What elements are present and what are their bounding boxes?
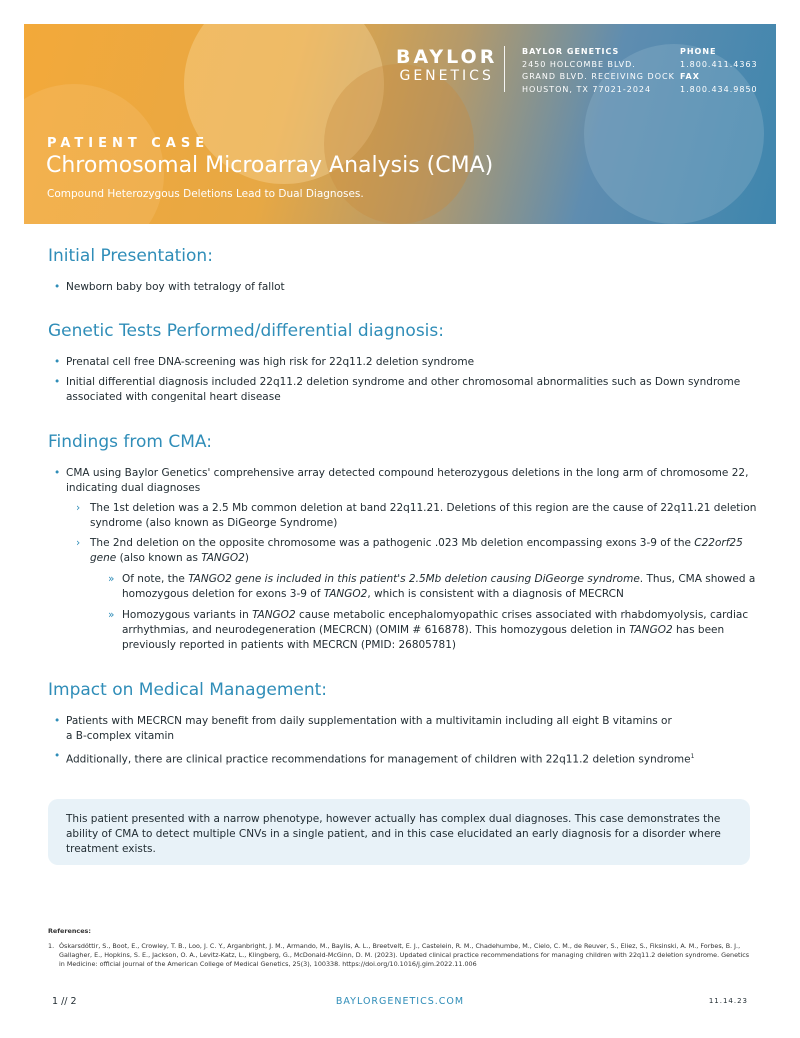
section-heading-findings: Findings from CMA:: [48, 432, 212, 452]
fax-number: 1.800.434.9850: [680, 84, 758, 94]
impact-list: [48, 714, 758, 768]
gene-name: C22orf25 gene: [90, 537, 743, 564]
list-item: [48, 375, 758, 405]
text-run: Homozygous variants in: [122, 609, 253, 621]
header-divider: [504, 46, 505, 92]
callout-text: This patient presented with a narrow phenotype, however actually has complex dual diagnoses. This case demonstrates the ability of CMA to detect multiple CNVs in a single patient, and in this case elucidated an early diagnosis for a disorder where treatment exists.: [66, 813, 721, 855]
gene-name: TANGO2: [201, 552, 245, 564]
section-heading-tests: Genetic Tests Performed/differential diagnosis:: [48, 321, 444, 341]
text-run: , which is consistent with a diagnosis of MECRCN: [367, 588, 624, 600]
list-item-text: Prenatal cell free DNA-screening was high risk for 22q11.2 deletion syndrome: [66, 356, 475, 368]
phone-number: 1.800.411.4363: [680, 59, 758, 69]
fax-label: FAX: [680, 72, 700, 81]
text-run: has been previously reported in patients with MECRCN (PMID: 26805781): [122, 624, 725, 651]
list-item-text: The 1st deletion was a 2.5 Mb common deletion at band 22q11.21. Deletions of this region are the cause of 22q11.21 deletion syndrome (also known as DiGeorge Syndrome): [90, 502, 757, 529]
text-run: . Thus, CMA showed a homozygous deletion for exons 3-9 of: [122, 573, 756, 600]
list-item: [48, 280, 758, 295]
gene-name: TANGO2: [629, 624, 673, 636]
reference-text: Óskarsdóttir, S., Boot, E., Crowley, T. B., Loo, J. C. Y., Arganbright, J. M., Armando, M., Baylis, A. L., Breetvelt, E. J., Castelein, R. M., Chadehumbe, M., Cielo, C. M., de Reuver, S., Eliez, S., Fiksinski, A. M., Forbes, B. J., Gallagher, E., Hopkins, S. E., Jackson, O. A., Levitz-Katz, L., Klingberg, G., McDonald-McGinn, D. M. (2023). Updated clinical practice recommendations for managing children with 22q11.2 deletion syndrome. Genetics in Medicine: official journal of the American College of Medical Genetics, 25(3), 100338. https://doi.org/10.1016/j.gim.2022.11.006: [59, 942, 750, 968]
references: [48, 927, 753, 969]
footer-date: 11.14.23: [708, 997, 748, 1005]
list-item: [66, 501, 758, 531]
text-run: (also known as: [116, 552, 202, 564]
phone-label: PHONE: [680, 47, 717, 56]
text-run: cause metabolic encephalomyopathic crises associated with rhabdomyolysis, cardiac arrhythmias, and neurodegeneration (MECRCN) (OMIM # 616878). This homozygous deletion in: [122, 609, 749, 636]
contact-block: [680, 46, 758, 96]
footnote-marker: 1: [690, 753, 695, 760]
reference-item: [48, 942, 753, 969]
text-run: ): [244, 552, 249, 564]
gene-name: TANGO2: [252, 609, 296, 621]
brand-line1: BAYLOR: [396, 46, 498, 68]
address-heading: BAYLOR GENETICS: [522, 47, 620, 56]
kicker-label: PATIENT CASE: [47, 136, 210, 151]
list-item-text: a B-complex vitamin: [66, 730, 175, 742]
list-item: [90, 608, 758, 653]
address-line2: GRAND BLVD. RECEIVING DOCK: [522, 72, 675, 81]
findings-subsublist: [90, 572, 758, 653]
page-number: 1 // 2: [52, 996, 77, 1007]
list-item: [48, 355, 758, 370]
section-heading-initial: Initial Presentation:: [48, 246, 213, 266]
tests-list: [48, 355, 758, 405]
italic-run: TANGO2 gene is included in this patient's 2.5Mb deletion causing DiGeorge syndrome: [188, 573, 640, 585]
brand-logo: [396, 46, 497, 84]
list-item-text: CMA using Baylor Genetics' comprehensive array detected compound heterozygous deletions in the long arm of chromosome 22, indicating dual diagnoses: [66, 467, 749, 494]
banner-photo-shape: [324, 64, 474, 224]
text-run: Of note, the: [122, 573, 189, 585]
main-content: [48, 246, 758, 773]
list-item-text: Additionally, there are clinical practice recommendations for management of children with 22q11.2 deletion syndrome: [66, 753, 691, 766]
page-title: Chromosomal Microarray Analysis (CMA): [46, 153, 494, 178]
gene-name: TANGO2: [323, 588, 368, 600]
list-item-text: Initial differential diagnosis included 22q11.2 deletion syndrome and other chromosomal abnormalities such as Down syndrome associated with congenital heart disease: [66, 376, 741, 403]
findings-list: [48, 466, 758, 653]
list-item: [66, 536, 758, 653]
address-block: [522, 46, 675, 96]
list-item: [48, 749, 758, 768]
list-item: [90, 572, 758, 602]
initial-list: [48, 280, 758, 295]
summary-callout: [48, 799, 750, 865]
text-run: The 2nd deletion on the opposite chromosome was a pathogenic .023 Mb deletion encompassing exons 3-9 of the: [90, 537, 695, 549]
list-item: [48, 466, 758, 653]
list-item-text: Patients with MECRCN may benefit from daily supplementation with a multivitamin including all eight B vitamins or: [66, 715, 672, 727]
section-heading-impact: Impact on Medical Management:: [48, 680, 328, 700]
address-line3: HOUSTON, TX 77021-2024: [522, 84, 652, 94]
list-item: [48, 714, 758, 744]
findings-sublist: [66, 501, 758, 653]
reference-number: 1.: [48, 942, 55, 950]
page-subtitle: Compound Heterozygous Deletions Lead to Dual Diagnoses.: [47, 188, 364, 200]
address-line1: 2450 HOLCOMBE BLVD.: [522, 59, 636, 69]
list-item-text: Newborn baby boy with tetralogy of fallot: [66, 281, 285, 293]
footer-url-link[interactable]: BAYLORGENETICS.COM: [335, 996, 465, 1007]
references-heading: References:: [48, 927, 91, 935]
footer-website: [0, 996, 800, 1007]
header-banner: [24, 24, 776, 224]
brand-line2: GENETICS: [399, 68, 494, 84]
